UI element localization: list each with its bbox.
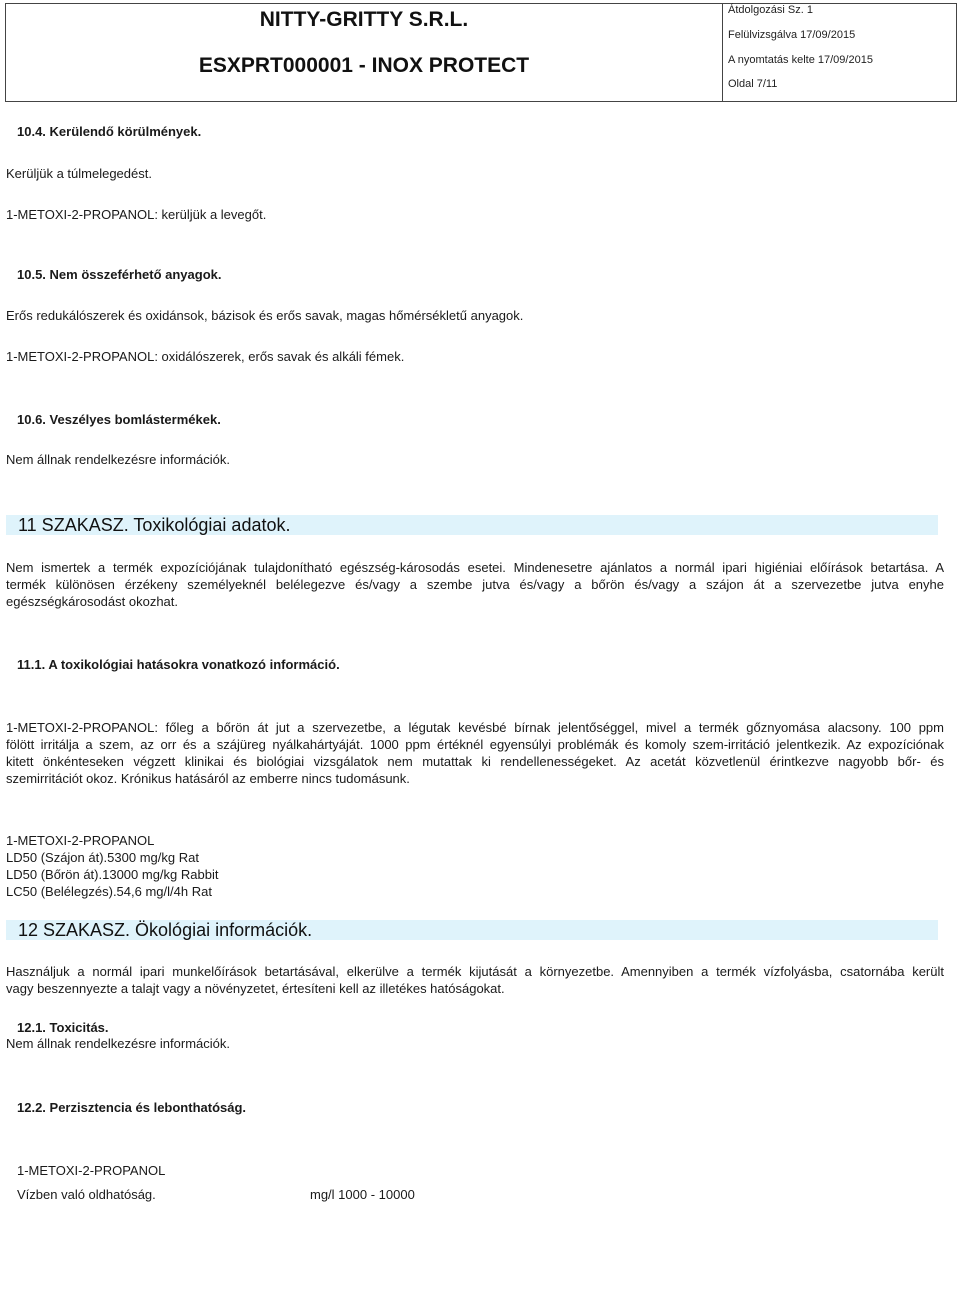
solubility-value: mg/l 1000 - 10000 (310, 1187, 415, 1202)
section-12-1-title: 12.1. Toxicitás. (17, 1020, 109, 1035)
ld50-dermal: LD50 (Bőrön át).13000 mg/kg Rabbit (6, 867, 219, 882)
section-11-1-line: 1-METOXI-2-PROPANOL: főleg a bőrön át jut a szervezetbe, a légutak kevésbé bírnak jelentőséggel, mivel a termék gőznyomása alacsony. 100 ppm (6, 720, 944, 735)
section-12-2-title: 12.2. Perzisztencia és lebonthatóság. (17, 1100, 247, 1115)
section-10-4-title: 10.4. Kerülendő körülmények. (17, 124, 202, 139)
section-11-intro (6, 559, 944, 610)
section-10-4-text-2: 1-METOXI-2-PROPANOL: kerüljük a levegőt. (6, 207, 267, 222)
section-12-title: 12 SZAKASZ. Ökológiai információk. (18, 920, 313, 940)
lc50-inhalation: LC50 (Belélegzés).54,6 mg/l/4h Rat (6, 884, 212, 899)
toxicity-values (6, 832, 218, 900)
toxicity-substance: 1-METOXI-2-PROPANOL (6, 833, 155, 848)
section-11-intro-line: Nem ismertek a termék expozíciójának tulajdonítható egészség-károsodás esetei. Mindenesetre ajánlatos a normál ipari higiéniai előírások betartása. A (6, 560, 944, 575)
section-11-title: 11 SZAKASZ. Toxikológiai adatok. (18, 515, 291, 535)
revision-date: Felülvizsgálva 17/09/2015 (728, 29, 856, 41)
section-10-6-title: 10.6. Veszélyes bomlástermékek. (17, 412, 221, 427)
section-11-intro-line: egészségkárosodást okozhat. (6, 594, 178, 609)
header-divider (722, 4, 723, 101)
section-12-1-text: Nem állnak rendelkezésre információk. (6, 1036, 230, 1051)
section-11-intro-line: termék különösen érzékeny személyeknél belélegezve és/vagy a szembe jutva és/vagy a bőrön és/vagy a szájon át a szervezetbe jutva enyhe (6, 577, 944, 592)
company-name: NITTY-GRITTY S.R.L. (259, 8, 469, 31)
section-11-1-paragraph (6, 719, 944, 787)
section-10-4-text-1: Kerüljük a túlmelegedést. (6, 166, 152, 181)
section-10-5-text-2: 1-METOXI-2-PROPANOL: oxidálószerek, erős savak és alkáli fémek. (6, 349, 405, 364)
section-11-1-line: fölött irritálja a szem, az orr és a szájüreg nyálkahártyáját. 1000 ppm értéknél egyensúlyi problémák és komoly szem-irritáció jelentkezik. Az expozíciónak (6, 737, 944, 752)
section-10-5-text-1: Erős redukálószerek és oxidánsok, bázisok és erős savak, magas hőmérsékletű anyagok. (6, 308, 524, 323)
section-11-1-line: szemirritációt okoz. Krónikus hatásáról az emberre nincs tudomásunk. (6, 771, 410, 786)
section-11-1-line: kitett önkénteseken végzett klinikai és biológiai vizsgálatok nem mutattak ki rendellenességeket. Az acetát közvetlenül érintkezve nagyobb bőr- és (6, 754, 944, 769)
print-date: A nyomtatás kelte 17/09/2015 (728, 54, 873, 66)
document-header (5, 3, 957, 102)
solubility-label: Vízben való oldhatóság. (17, 1187, 156, 1202)
revision-number: Átdolgozási Sz. 1 (728, 4, 813, 16)
section-11-1-title: 11.1. A toxikológiai hatásokra vonatkozó információ. (17, 657, 340, 672)
section-10-6-text: Nem állnak rendelkezésre információk. (6, 452, 230, 467)
section-11-header (6, 515, 938, 535)
section-12-intro (6, 963, 944, 997)
section-12-intro-line: Használjuk a normál ipari munkelőírások betartásával, elkerülve a termék kijutását a környezetbe. Amennyiben a termék vízfolyásba, csatornába került (6, 964, 944, 979)
section-10-5-title: 10.5. Nem összeférhető anyagok. (17, 267, 222, 282)
section-12-intro-line: vagy beszennyezte a talajt vagy a növényzetet, értesíteni kell az illetékes hatóságokat. (6, 981, 505, 996)
product-name: ESXPRT000001 - INOX PROTECT (198, 54, 530, 77)
section-12-header (6, 920, 938, 940)
section-12-2-substance: 1-METOXI-2-PROPANOL (17, 1163, 166, 1178)
ld50-oral: LD50 (Szájon át).5300 mg/kg Rat (6, 850, 199, 865)
page-number: Oldal 7/11 (728, 78, 778, 90)
